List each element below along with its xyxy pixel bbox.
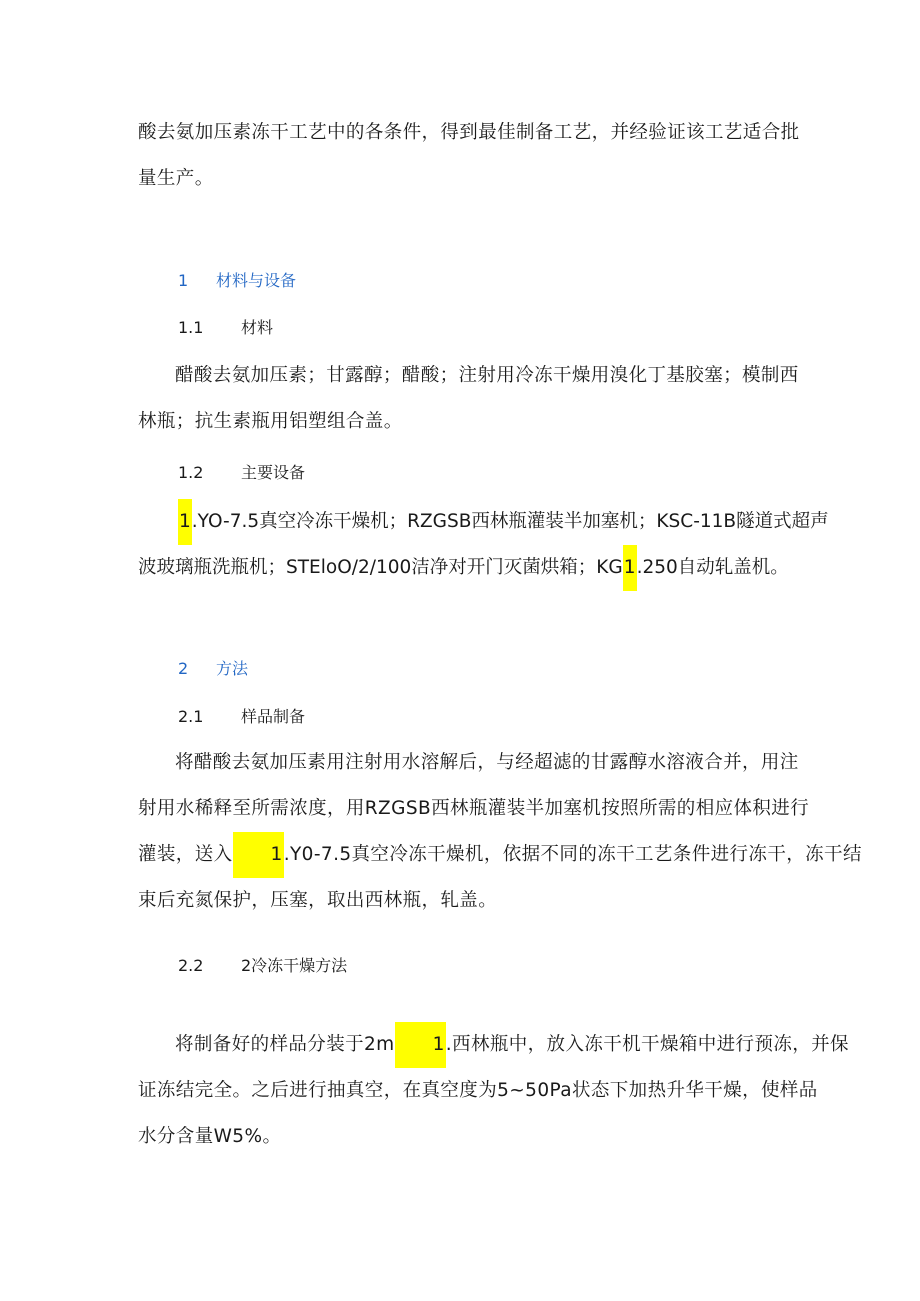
text-line: 酸去氨加压素冻干工艺中的各条件，得到最佳制备工艺，并经验证该工艺适合批 bbox=[138, 122, 800, 143]
text-line: 水分含量W5%。 bbox=[138, 1126, 282, 1147]
subsection-number: 2.1 bbox=[178, 707, 204, 726]
subsection-heading bbox=[0, 461, 920, 485]
subsection-number: 2.2 bbox=[178, 956, 204, 975]
subsection-heading bbox=[0, 316, 920, 340]
text-line: 林瓶；抗生素瓶用铝塑组合盖。 bbox=[138, 411, 403, 432]
subsection-title: 材料 bbox=[241, 318, 274, 337]
sample-prep-paragraph bbox=[138, 740, 862, 924]
text-run: 灌装，送入 bbox=[138, 844, 233, 865]
subsection-number: 1.2 bbox=[178, 463, 204, 482]
section-heading bbox=[0, 269, 920, 293]
highlight-mark: 1 bbox=[233, 832, 284, 878]
materials-paragraph bbox=[138, 353, 798, 445]
section-number: 2 bbox=[178, 659, 189, 678]
text-line: 量生产。 bbox=[138, 168, 214, 189]
subsection-heading bbox=[0, 705, 920, 729]
text-run: .西林瓶中，放入冻干机干燥箱中进行预冻，并保 bbox=[445, 1034, 849, 1055]
section-number: 1 bbox=[178, 271, 189, 290]
section-title: 方法 bbox=[216, 659, 249, 678]
section-title: 材料与设备 bbox=[216, 271, 297, 290]
text-line: 醋酸去氨加压素；甘露醇；醋酸；注射用冷冻干燥用溴化丁基胶塞；模制西 bbox=[175, 365, 799, 386]
intro-paragraph bbox=[138, 110, 798, 202]
highlight-mark: 1 bbox=[623, 545, 637, 591]
text-run: .250自动轧盖机。 bbox=[636, 557, 789, 578]
text-line: 束后充氮保护，压塞，取出西林瓶，轧盖。 bbox=[138, 890, 498, 911]
text-run: .YO-7.5真空冷冻干燥机；RZGSB西林瓶灌装半加塞机；KSC-11B隧道式超声 bbox=[191, 511, 829, 532]
text-run: 波玻璃瓶洗瓶机；STEloO/2/100洁净对开门灭菌烘箱；KG bbox=[138, 557, 623, 578]
highlight-mark: 1 bbox=[395, 1022, 446, 1068]
freeze-drying-paragraph bbox=[138, 1022, 849, 1160]
text-line: 射用水稀释至所需浓度，用RZGSB西林瓶灌装半加塞机按照所需的相应体积进行 bbox=[138, 798, 810, 819]
subsection-number: 1.1 bbox=[178, 318, 204, 337]
highlight-mark: 1 bbox=[178, 499, 192, 545]
subsection-title: 2冷冻干燥方法 bbox=[241, 956, 348, 975]
subsection-title: 主要设备 bbox=[241, 463, 306, 482]
subsection-title: 样品制备 bbox=[241, 707, 306, 726]
subsection-heading bbox=[0, 954, 920, 978]
text-line: 证冻结完全。之后进行抽真空，在真空度为5~50Pa状态下加热升华干燥，使样品 bbox=[138, 1080, 818, 1101]
equipment-paragraph bbox=[138, 499, 838, 591]
text-run: 将制备好的样品分装于2m bbox=[175, 1034, 395, 1055]
text-run: .Y0-7.5真空冷冻干燥机，依据不同的冻干工艺条件进行冻干，冻干结 bbox=[283, 844, 862, 865]
section-heading bbox=[0, 657, 920, 681]
text-line: 将醋酸去氨加压素用注射用水溶解后，与经超滤的甘露醇水溶液合并，用注 bbox=[175, 752, 799, 773]
